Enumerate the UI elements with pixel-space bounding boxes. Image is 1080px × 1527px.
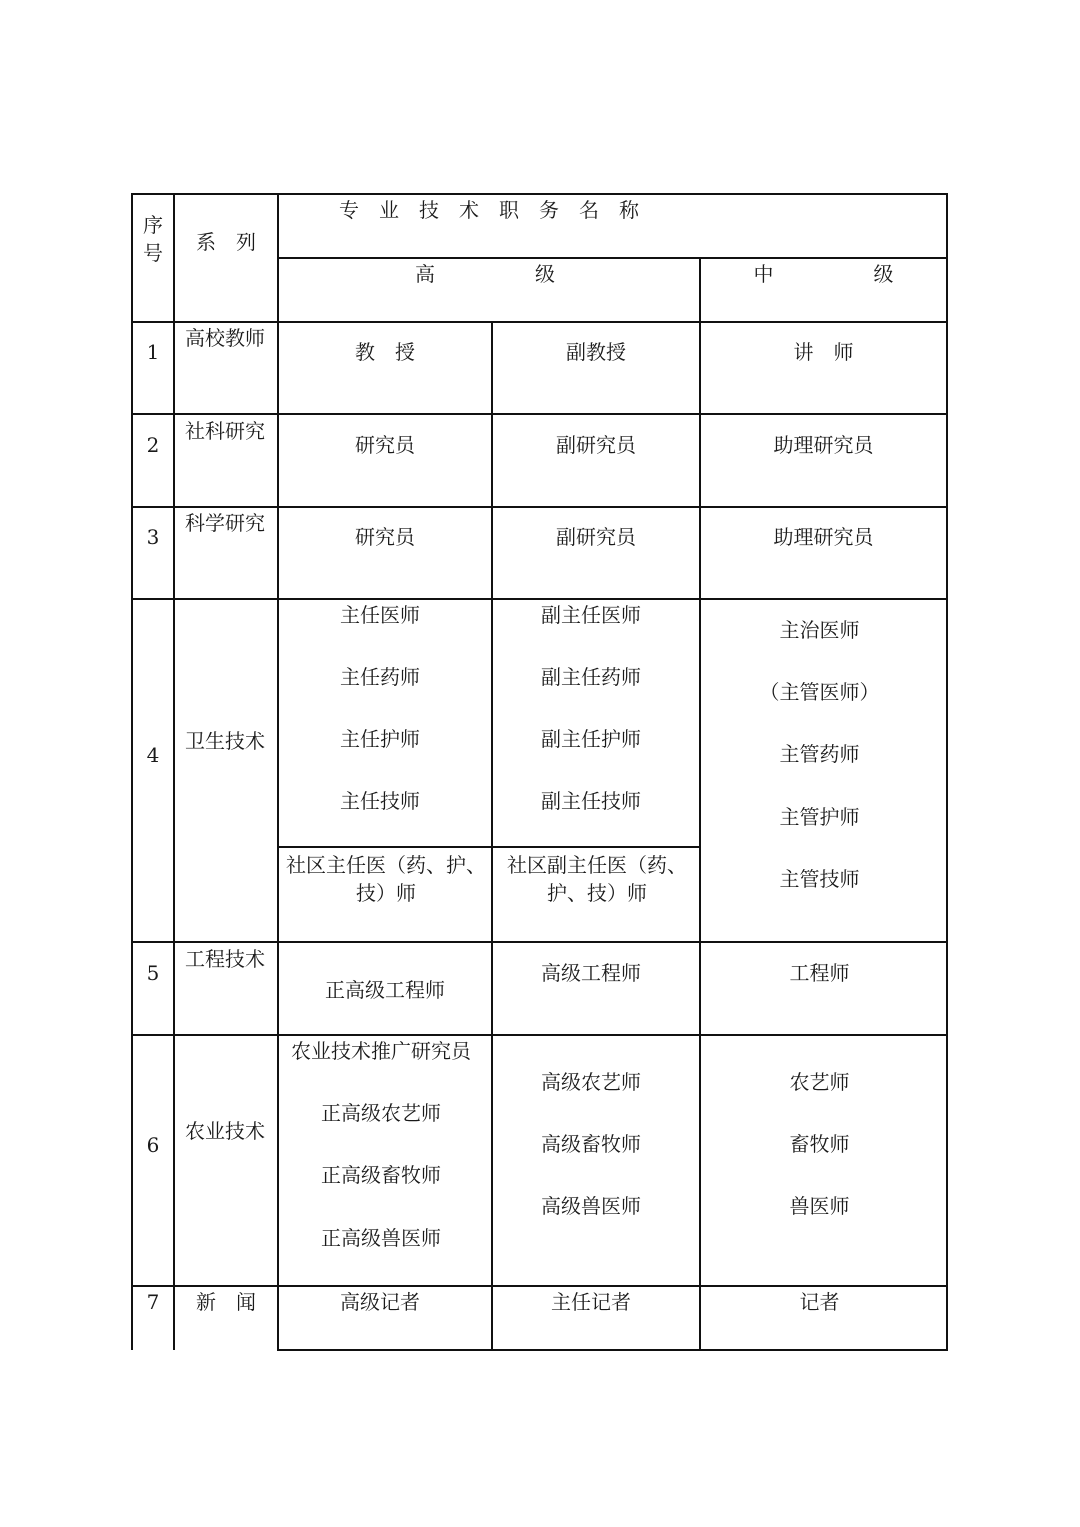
senior-deputy-title: 副主任药师 <box>541 665 641 689</box>
intermediate-title: （主管医师） <box>759 680 880 704</box>
intermediate-title: 主治医师 <box>779 618 860 642</box>
row-index: 3 <box>146 525 160 549</box>
senior-deputy-title: 副研究员 <box>556 525 636 549</box>
header-index: 序号 <box>143 213 163 265</box>
intermediate-title: 讲 师 <box>793 340 854 364</box>
senior-full-title: 教 授 <box>355 340 415 364</box>
senior-full-title: 主任医师 <box>340 603 420 627</box>
senior-deputy-title: 副主任技师 <box>541 789 641 813</box>
senior-deputy-community-title: 社区副主任医（药、护、技）师 <box>507 853 687 905</box>
header-series: 系 列 <box>196 230 256 254</box>
senior-full-title: 正高级畜牧师 <box>321 1163 441 1187</box>
senior-deputy-title: 副主任护师 <box>541 727 641 751</box>
senior-deputy-title: 副研究员 <box>556 433 636 457</box>
row-series: 社科研究 <box>185 419 265 443</box>
row-index: 4 <box>146 743 160 767</box>
row-index: 6 <box>146 1133 160 1157</box>
intermediate-title: 记者 <box>799 1290 840 1314</box>
row-series: 高校教师 <box>185 326 265 350</box>
senior-deputy-title: 高级兽医师 <box>541 1194 641 1218</box>
senior-deputy-title: 高级工程师 <box>541 961 641 985</box>
header-senior: 高 级 <box>415 262 555 286</box>
intermediate-title: 农艺师 <box>789 1070 850 1094</box>
senior-full-title: 主任技师 <box>340 789 420 813</box>
row-index: 1 <box>146 340 160 364</box>
senior-deputy-title: 副主任医师 <box>541 603 641 627</box>
intermediate-title: 助理研究员 <box>773 433 874 457</box>
intermediate-title: 工程师 <box>789 961 850 985</box>
row-index: 5 <box>146 961 160 985</box>
row-series: 工程技术 <box>185 947 265 971</box>
senior-full-title: 农业技术推广研究员 <box>291 1039 471 1063</box>
senior-full-title: 正高级工程师 <box>325 978 445 1002</box>
senior-full-title: 正高级兽医师 <box>321 1226 441 1250</box>
senior-full-title: 高级记者 <box>340 1290 420 1314</box>
row-series: 卫生技术 <box>185 729 265 753</box>
intermediate-title: 主管技师 <box>779 867 860 891</box>
row-index: 7 <box>146 1290 160 1314</box>
senior-deputy-title: 主任记者 <box>551 1290 631 1314</box>
senior-full-title: 研究员 <box>355 525 415 549</box>
senior-full-title: 主任药师 <box>340 665 420 689</box>
row-series: 农业技术 <box>185 1119 265 1143</box>
intermediate-title: 助理研究员 <box>773 525 874 549</box>
row-index: 2 <box>146 433 160 457</box>
intermediate-title: 主管护师 <box>779 805 860 829</box>
row-series: 科学研究 <box>185 511 265 535</box>
intermediate-title: 主管药师 <box>779 742 860 766</box>
senior-deputy-title: 高级农艺师 <box>541 1070 641 1094</box>
intermediate-title: 畜牧师 <box>789 1132 850 1156</box>
senior-full-title: 正高级农艺师 <box>321 1101 441 1125</box>
senior-full-title: 研究员 <box>355 433 415 457</box>
senior-deputy-title: 副教授 <box>566 340 626 364</box>
header-intermediate: 中 级 <box>753 262 894 286</box>
header-title: 专 业 技 术 职 务 名 称 <box>339 198 639 222</box>
senior-full-community-title: 社区主任医（药、护、技）师 <box>286 853 486 905</box>
intermediate-title: 兽医师 <box>789 1194 850 1218</box>
senior-full-title: 主任护师 <box>340 727 420 751</box>
senior-deputy-title: 高级畜牧师 <box>541 1132 641 1156</box>
row-series: 新 闻 <box>196 1290 256 1314</box>
